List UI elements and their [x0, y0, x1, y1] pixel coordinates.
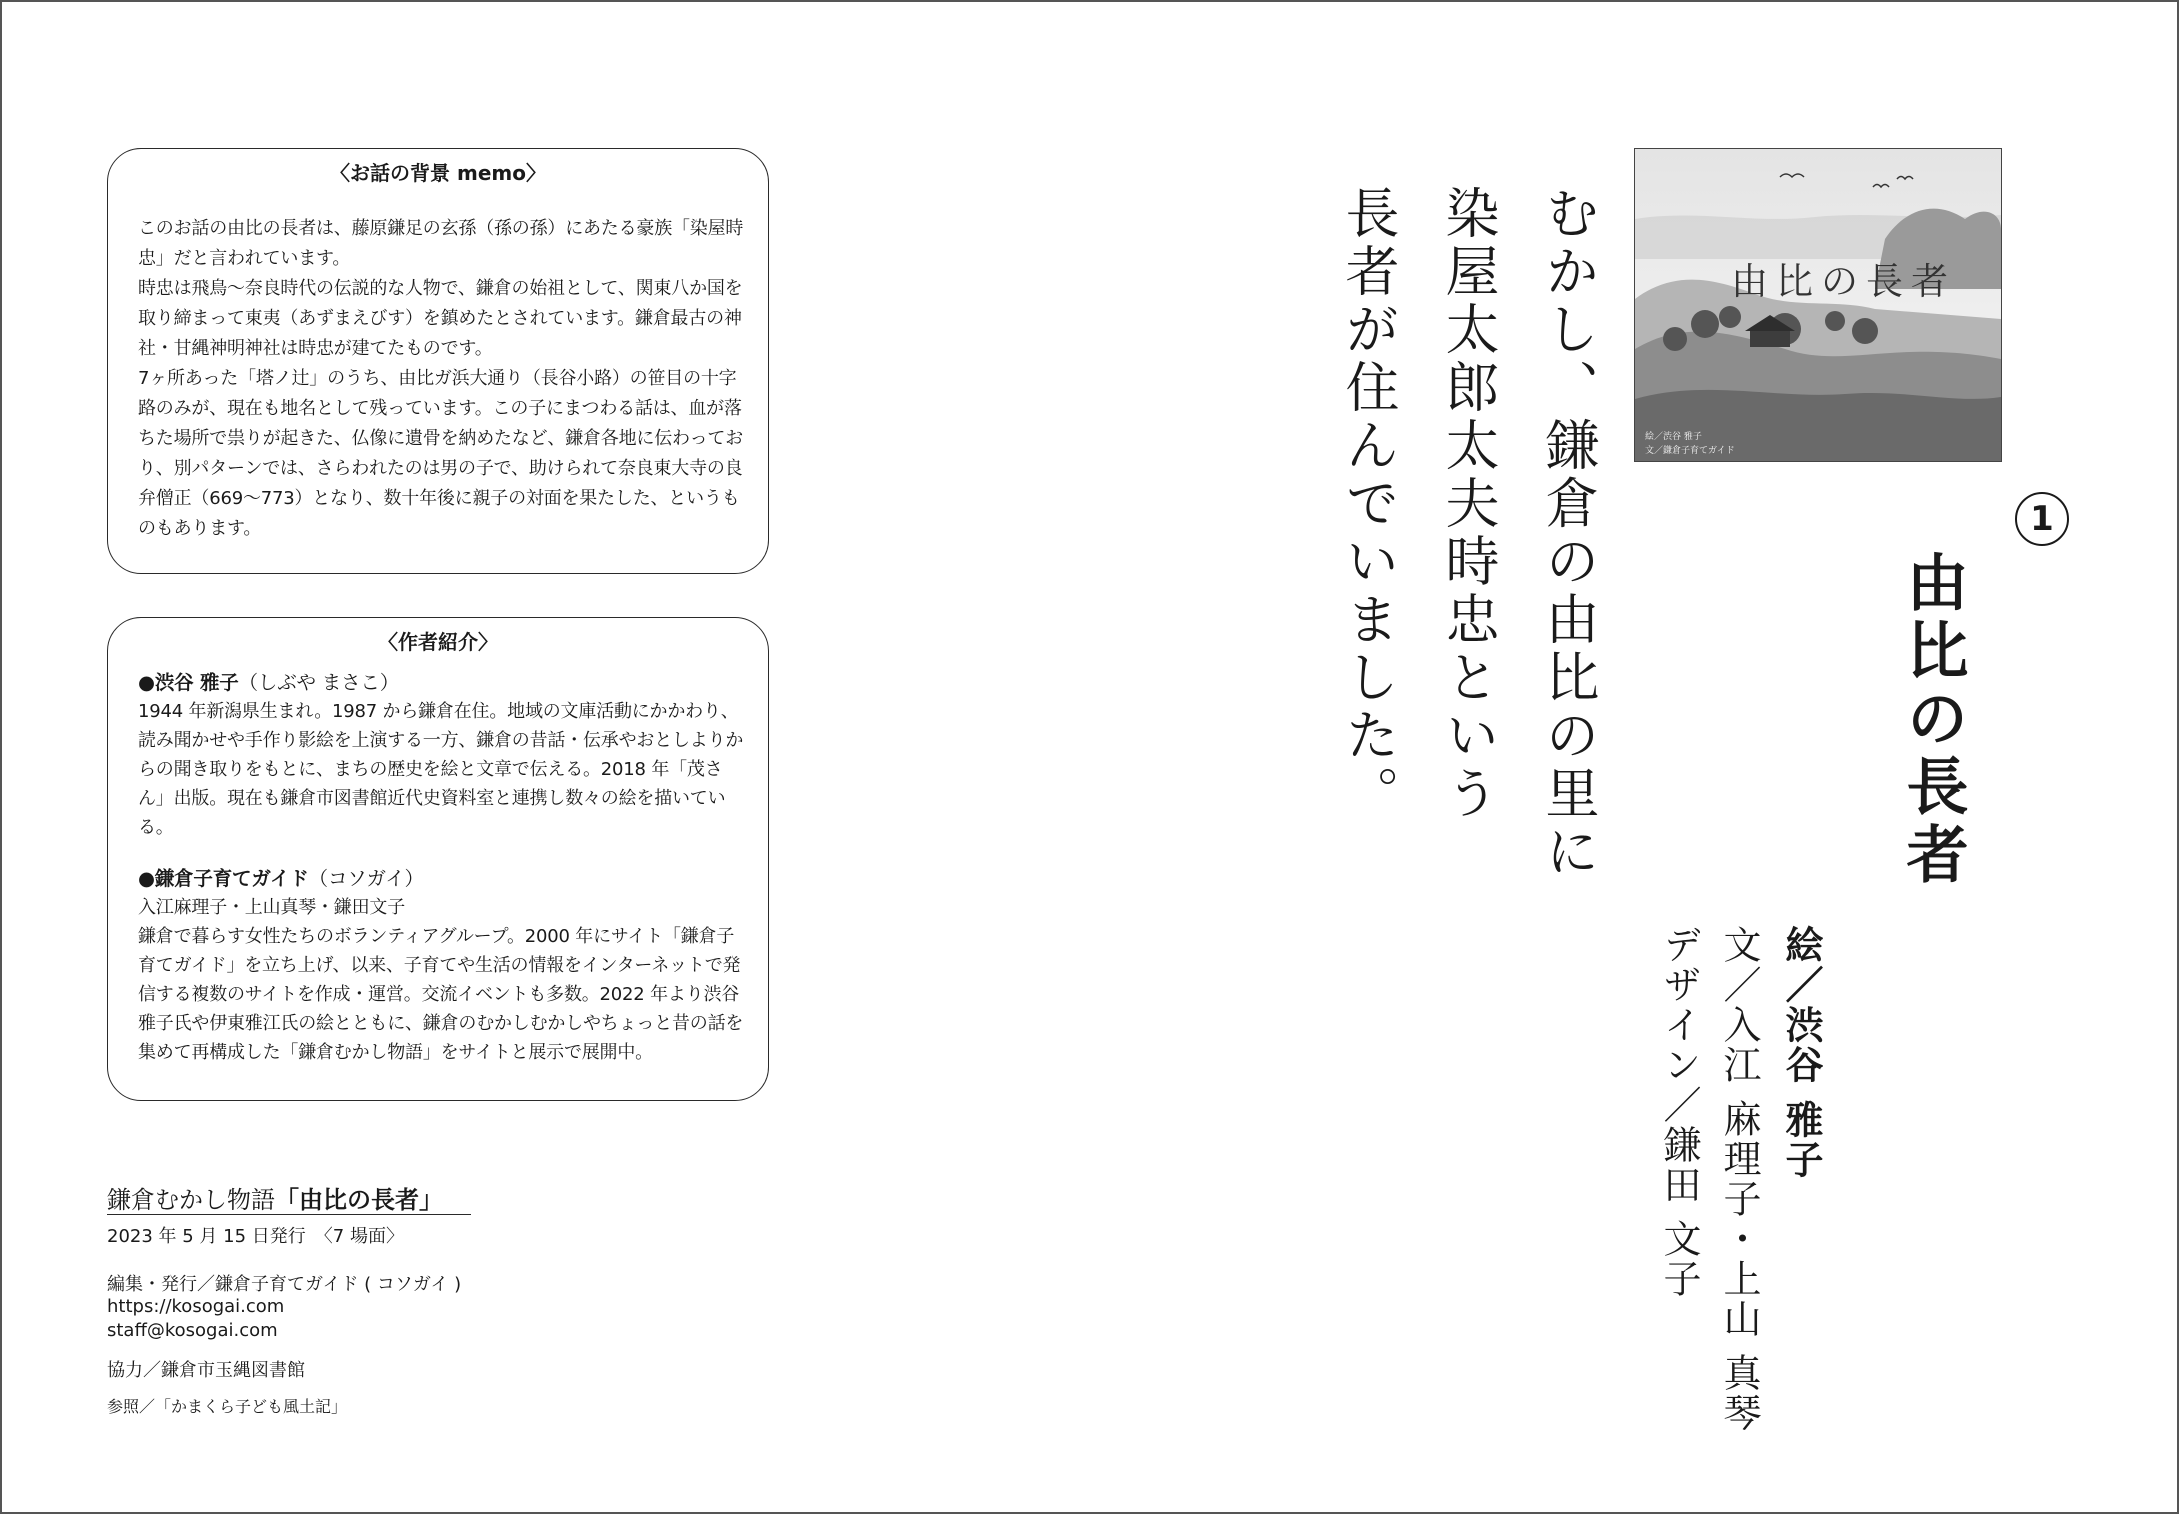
memo-paragraph: このお話の由比の長者は、藤原鎌足の玄孫（孫の孫）にあたる豪族「染屋時忠」だと言われています。	[138, 218, 744, 269]
cover-illustration	[1634, 148, 2002, 462]
opening-line-1: むかし、鎌倉の由比の里に	[1537, 185, 1600, 881]
memo-paragraph: 7ヶ所あった「塔ノ辻」のうち、由比ガ浜大通り（長谷小路）の笹目の十字路のみが、現在も地名として残っています。この子にまつわる話は、血が落ちた場所で祟りが起きた、仏像に遺骨を納めたなど、鎌倉各地に伝わっており、別パターンでは、さらわれたのは男の子で、助けられて奈良東大寺の良弁僧正（669〜773）となり、数十年後に親子の対面を果たした、というものもあります。	[138, 368, 744, 539]
opening-line-2: 染屋太郎太夫時忠という	[1437, 185, 1500, 823]
series-name: 鎌倉むかし物語	[107, 1186, 275, 1214]
illustrator-bio: 1944 年新潟県生まれ。1987 から鎌倉在住。地域の文庫活動にかかわり、読み聞かせや手作り影絵を上演する一方、鎌倉の昔話・伝承やおとしよりからの聞き取りをもとに、まちの歴史を絵と文章で伝える。2018 年「茂さん」出版。現在も鎌倉市図書館近代史資料室と連携し数々の絵を描いている。	[138, 701, 744, 838]
credit-design: デザイン／鎌田 文子	[1657, 925, 1701, 1300]
story-title: 由比の長者	[1896, 550, 1969, 890]
author-intro-box	[107, 617, 769, 1101]
group-profile	[138, 864, 744, 1067]
group-reading: （コソガイ）	[308, 867, 424, 890]
book-title: 「由比の長者」	[275, 1186, 443, 1214]
reference: 参照／「かまくら子ども風土記」	[107, 1397, 348, 1416]
colophon-rule	[107, 1214, 471, 1215]
cover-credit-text: 文／鎌倉子育てガイド	[1645, 446, 1735, 456]
cover-credit-illustration: 絵／渋谷 雅子	[1645, 432, 1702, 442]
group-name-line	[138, 864, 744, 893]
credit-illustration: 絵／渋谷 雅子	[1779, 925, 1823, 1181]
illustrator-reading: （しぶや まさこ）	[238, 671, 400, 694]
story-number-badge: 1	[2015, 492, 2069, 546]
credit-text: 文／入江 麻理子・上山 真琴	[1717, 925, 1761, 1434]
group-name: ●鎌倉子育てガイド	[138, 867, 309, 890]
opening-line-3: 長者が住んでいました。	[1337, 185, 1400, 823]
illustrator-name: ●渋谷 雅子	[138, 671, 239, 694]
contact-email[interactable]: staff@kosogai.com	[107, 1320, 278, 1341]
publish-date: 2023 年 5 月 15 日発行 〈7 場面〉	[107, 1226, 404, 1247]
cooperation: 協力／鎌倉市玉縄図書館	[107, 1360, 305, 1381]
background-memo-box	[107, 148, 769, 574]
illustrator-name-line	[138, 668, 744, 697]
group-members: 入江麻理子・上山真琴・鎌田文子	[138, 897, 405, 918]
cover-title: 由比の長者	[1731, 260, 1956, 303]
editor-publisher: 編集・発行／鎌倉子育てガイド ( コソガイ )	[107, 1274, 462, 1295]
memo-paragraph: 時忠は飛鳥〜奈良時代の伝説的な人物で、鎌倉の始祖として、関東八か国を取り締まって東夷（あずまえびす）を鎮めたとされています。鎌倉最古の神社・甘縄神明神社は時忠が建てたものです。	[138, 278, 743, 359]
memo-title: 〈お話の背景 memo〉	[330, 161, 546, 185]
illustrator-profile	[138, 668, 744, 842]
author-intro-title: 〈作者紹介〉	[378, 630, 498, 654]
memo-body	[138, 214, 744, 544]
website-url[interactable]: https://kosogai.com	[107, 1296, 285, 1317]
landscape-drawing	[1635, 149, 2001, 461]
group-bio: 鎌倉で暮らす女性たちのボランティアグループ。2000 年にサイト「鎌倉子育てガイド」を立ち上げ、以来、子育てや生活の情報をインターネットで発信する複数のサイトを作成・運営。交流イベントも多数。2022 年より渋谷雅子氏や伊東雅江氏の絵とともに、鎌倉のむかしむかしやちょっと昔の話を集めて再構成した「鎌倉むかし物語」をサイトと展示で展開中。	[138, 926, 744, 1063]
colophon-title	[107, 1180, 443, 1215]
